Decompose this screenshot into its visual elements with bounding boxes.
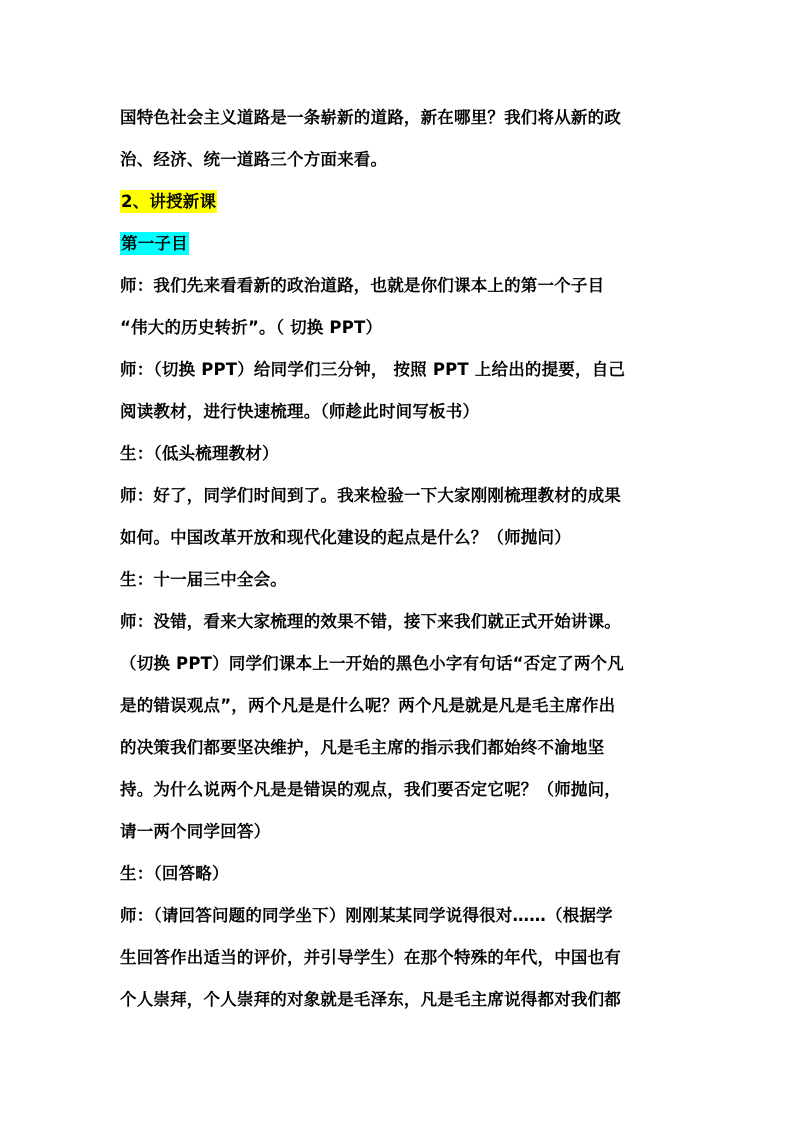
text-line-17: 持。为什么说两个凡是是错误的观点，我们要否定它呢？（师抛问，	[120, 780, 621, 799]
text-line-14: （切换 PPT）同学们课本上一开始的黑色小字有句话“否定了两个凡	[120, 654, 624, 673]
text-line-6: “伟大的历史转折”。（ 切换 PPT）	[120, 318, 383, 337]
yellow-highlight: 2、讲授新课	[121, 192, 217, 211]
text-line-20: 师：（请回答问题的同学坐下）刚刚某某同学说得很对……（根据学	[120, 906, 613, 925]
text-line-5: 师：我们先来看看新的政治道路，也就是你们课本上的第一个子目	[120, 276, 605, 295]
text-line-16: 的决策我们都要坚决维护，凡是毛主席的指示我们都始终不渝地坚	[120, 738, 605, 757]
text-line-2: 治、经济、统一道路三个方面来看。	[120, 150, 388, 169]
text-line-12: 生：十一届三中全会。	[120, 570, 287, 589]
text-line-9: 生：（低头梳理教材）	[120, 444, 279, 463]
text-line-7: 师：（切换 PPT）给同学们三分钟， 按照 PPT 上给出的提要，自己	[120, 360, 626, 379]
text-line-18: 请一两个同学回答）	[120, 822, 271, 841]
text-line-8: 阅读教材，进行快速梳理。（师趁此时间写板书）	[120, 402, 480, 421]
subsection-heading-first	[120, 232, 189, 256]
text-line-22: 个人崇拜，个人崇拜的对象就是毛泽东，凡是毛主席说得都对我们都	[120, 990, 621, 1009]
text-line-1: 国特色社会主义道路是一条崭新的道路，新在哪里？我们将从新的政	[120, 108, 621, 127]
text-line-10: 师：好了，同学们时间到了。我来检验一下大家刚刚梳理教材的成果	[120, 486, 621, 505]
text-line-13: 师：没错，看来大家梳理的效果不错，接下来我们就正式开始讲课。	[120, 612, 621, 631]
text-line-19: 生：（回答略）	[120, 864, 229, 883]
text-line-15: 是的错误观点”，两个凡是是什么呢？两个凡是就是凡是毛主席作出	[120, 696, 616, 715]
text-line-11: 如何。中国改革开放和现代化建设的起点是什么？（师抛问）	[120, 528, 571, 547]
section-heading-teaching	[120, 190, 217, 214]
cyan-highlight: 第一子目	[121, 234, 188, 253]
text-line-21: 生回答作出适当的评价，并引导学生）在那个特殊的年代，中国也有	[120, 948, 621, 967]
